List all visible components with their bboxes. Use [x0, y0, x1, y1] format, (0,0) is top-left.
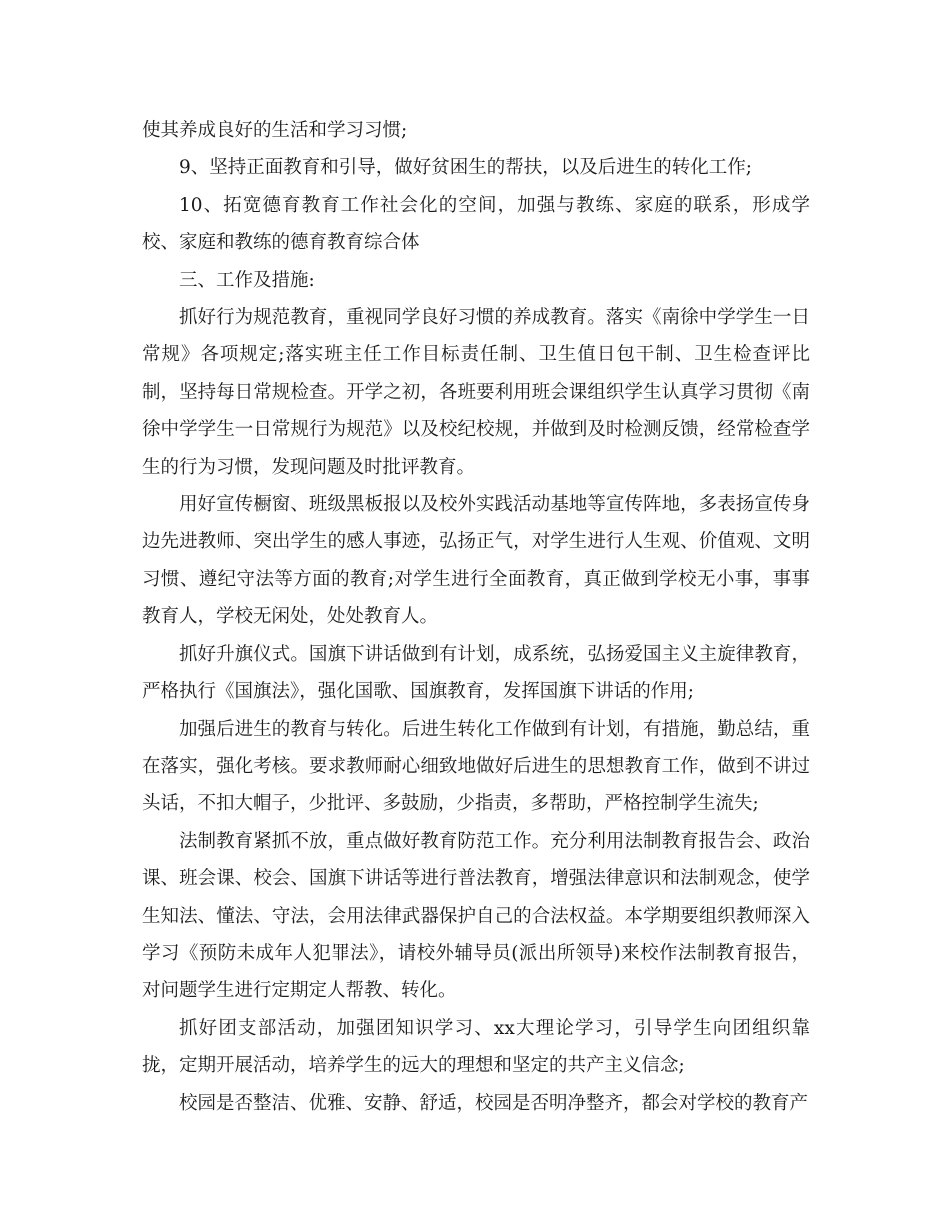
paragraph: 使其养成良好的生活和学习习惯; [142, 120, 408, 141]
paragraph: 校园是否整洁、优雅、安静、舒适，校园是否明净整齐，都会对学校的教育产 [179, 1092, 809, 1114]
paragraph: 9、坚持正面教育和引导，做好贫困生的帮扶，以及后进生的转化工作; [179, 157, 753, 179]
paragraph: 抓好行为规范教育，重视同学良好习惯的养成教育。落实《南徐中学学生一日常规》各项规定;落实班主任工作目标责任制、卫生值日包干制、卫生检查评比制，坚持每日常规检查。开学之初，各班要利用班会课组织学生认真学习贯彻《南徐中学学生一日常规行为规范》以及校纪校规，并做到及时检测反馈，经常检查学生的行为习惯，发现问题及时批评教育。 [142, 307, 810, 478]
paragraph: 10、拓宽德育教育工作社会化的空间，加强与教练、家庭的联系，形成学校、家庭和教练的德育教育综合体 [142, 194, 810, 254]
paragraph: 用好宣传橱窗、班级黑板报以及校外实践活动基地等宣传阵地，多表扬宣传身边先进教师、突出学生的感人事迹，弘扬正气，对学生进行人生观、价值观、文明习惯、遵纪守法等方面的教育;对学生进行全面教育，真正做到学校无小事，事事教育人，学校无闲处，处处教育人。 [142, 494, 810, 628]
paragraph: 加强后进生的教育与转化。后进生转化工作做到有计划，有措施，勤总结，重在落实，强化考核。要求教师耐心细致地做好后进生的思想教育工作，做到不讲过头话，不扣大帽子，少批评、多鼓励，少指责，多帮助，严格控制学生流失; [142, 718, 810, 815]
paragraph: 抓好升旗仪式。国旗下讲话做到有计划，成系统，弘扬爱国主义主旋律教育，严格执行《国旗法》，强化国歌、国旗教育，发挥国旗下讲话的作用; [142, 643, 810, 703]
section-heading: 三、工作及措施: [179, 269, 315, 291]
document-body [142, 112, 810, 1122]
paragraph: 抓好团支部活动，加强团知识学习、xx大理论学习，引导学生向团组织靠拢，定期开展活动，培养学生的远大的理想和坚定的共产主义信念; [142, 1017, 810, 1077]
paragraph: 法制教育紧抓不放，重点做好教育防范工作。充分利用法制教育报告会、政治课、班会课、校会、国旗下讲话等进行普法教育，增强法律意识和法制观念，使学生知法、懂法、守法，会用法律武器保护自己的合法权益。本学期要组织教师深入学习《预防未成年人犯罪法》，请校外辅导员(派出所领导)来校作法制教育报告，对问题学生进行定期定人帮教、转化。 [142, 830, 810, 1002]
